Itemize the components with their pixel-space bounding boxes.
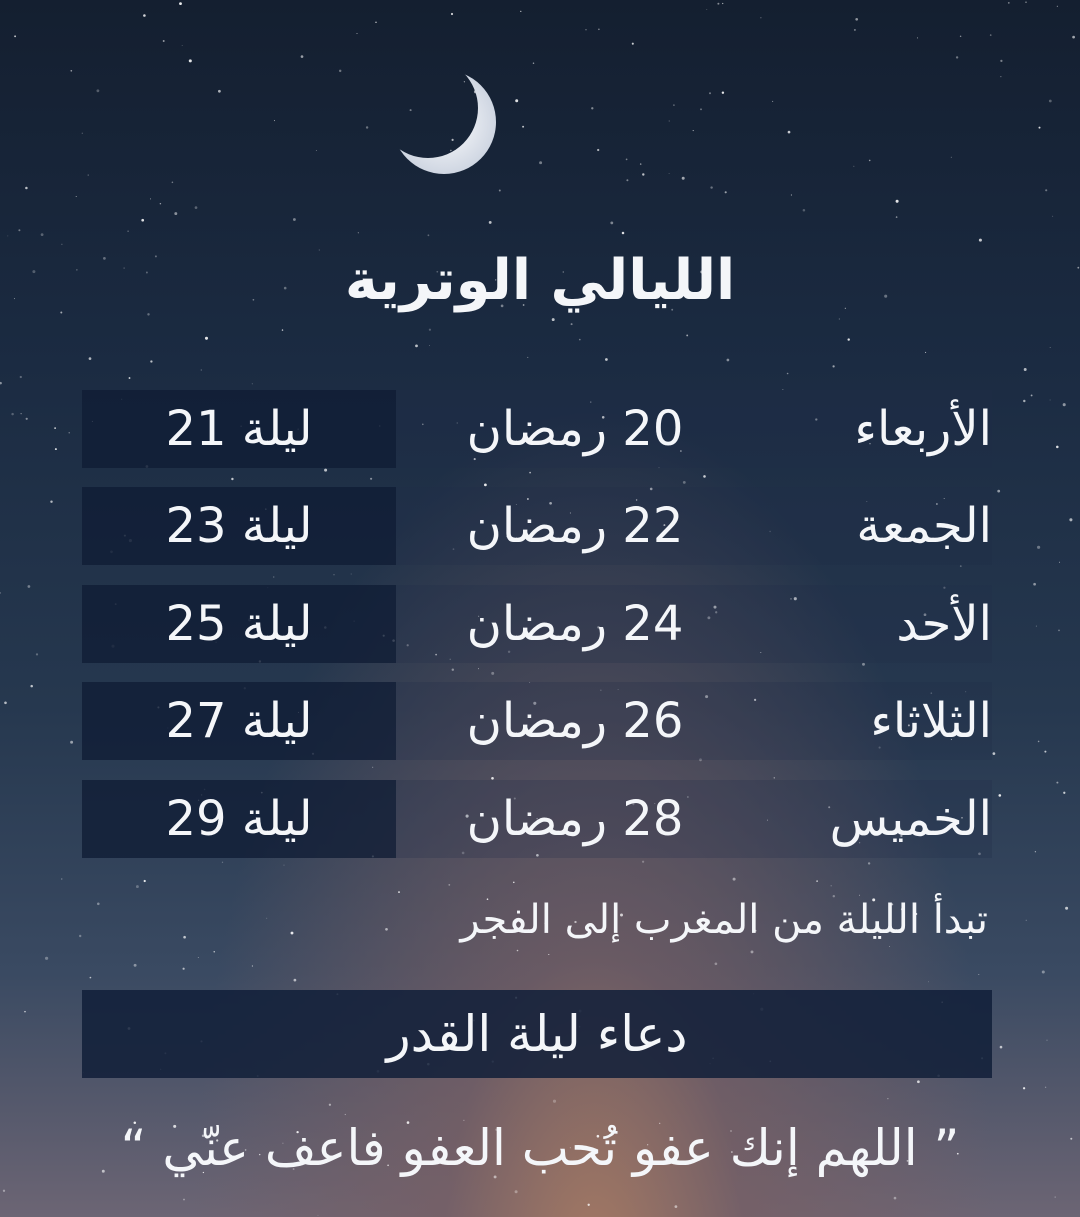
star — [358, 232, 359, 233]
star — [316, 150, 317, 151]
star — [134, 964, 137, 967]
star — [553, 1100, 556, 1103]
star — [640, 163, 641, 164]
star — [1023, 1087, 1025, 1089]
star — [700, 108, 702, 110]
star — [1042, 970, 1045, 973]
night-number: ليلة 21 — [82, 390, 396, 468]
star — [848, 338, 850, 340]
star — [218, 90, 221, 93]
star — [1008, 2, 1010, 4]
star — [96, 89, 99, 92]
star — [951, 157, 952, 158]
star — [163, 40, 165, 42]
star — [597, 149, 599, 151]
star — [429, 345, 430, 346]
star — [533, 63, 534, 64]
star — [183, 1199, 185, 1201]
star — [515, 1190, 518, 1193]
star — [529, 472, 531, 474]
star — [20, 376, 22, 378]
star — [1045, 1087, 1046, 1088]
star — [642, 861, 644, 863]
star — [832, 365, 834, 367]
star — [484, 484, 487, 487]
star — [669, 173, 670, 174]
star — [862, 663, 865, 666]
star — [339, 70, 341, 72]
star — [839, 318, 840, 319]
star — [706, 9, 707, 10]
star — [960, 36, 961, 37]
star — [415, 345, 418, 348]
star — [772, 101, 773, 102]
star — [429, 329, 431, 331]
star — [160, 203, 161, 204]
star — [351, 573, 352, 574]
star — [252, 965, 253, 966]
star — [222, 862, 223, 863]
ramadan-date: 28 رمضان — [466, 791, 684, 847]
star — [150, 198, 151, 199]
star — [978, 974, 979, 975]
star — [515, 99, 518, 102]
star — [683, 481, 686, 484]
star — [693, 130, 694, 131]
star — [682, 177, 685, 180]
night-row — [0, 682, 1080, 760]
star — [830, 885, 831, 886]
star — [887, 1098, 888, 1099]
star — [147, 313, 149, 315]
star — [451, 13, 453, 15]
star — [1026, 920, 1027, 921]
star — [88, 175, 89, 176]
star — [79, 935, 81, 937]
star — [273, 576, 274, 577]
star — [855, 18, 858, 21]
star — [1072, 36, 1075, 39]
star — [1000, 1046, 1003, 1049]
weekday: الثلاثاء — [870, 693, 992, 749]
star — [293, 218, 296, 221]
star — [894, 1197, 897, 1200]
star — [499, 190, 501, 192]
ramadan-date: 22 رمضان — [466, 498, 684, 554]
star — [1039, 127, 1041, 129]
star — [25, 187, 28, 190]
star — [928, 981, 929, 982]
night-number: ليلة 25 — [82, 585, 396, 663]
star — [1045, 189, 1047, 191]
ramadan-date: 20 رمضان — [466, 401, 684, 457]
star — [1065, 907, 1068, 910]
star — [626, 179, 628, 181]
dua-text: ” اللهم إنك عفو تُحب العفو فاعف عنّي “ — [120, 1119, 960, 1177]
crescent-moon-icon — [392, 64, 512, 184]
star — [917, 1080, 920, 1083]
star — [722, 3, 723, 4]
night-row — [0, 585, 1080, 663]
ramadan-date: 24 رمضان — [466, 596, 684, 652]
star — [725, 191, 727, 193]
star — [791, 194, 792, 195]
star — [598, 29, 600, 31]
star — [527, 357, 528, 358]
star — [90, 977, 92, 979]
star — [141, 219, 144, 222]
star — [774, 777, 775, 778]
star — [548, 954, 549, 955]
star — [642, 173, 644, 175]
star — [172, 182, 174, 184]
star — [252, 383, 253, 384]
star — [816, 880, 818, 882]
star — [710, 186, 712, 188]
night-number: ليلة 27 — [82, 682, 396, 760]
star — [960, 565, 962, 567]
star — [318, 1215, 319, 1216]
star — [3, 1190, 5, 1192]
night-row — [0, 487, 1080, 565]
star — [703, 475, 706, 478]
star — [301, 55, 304, 58]
star — [896, 216, 898, 218]
star — [1054, 1196, 1055, 1197]
star — [1052, 216, 1053, 217]
star — [127, 230, 129, 232]
star — [274, 120, 275, 121]
ramadan-date: 26 رمضان — [466, 693, 684, 749]
star — [333, 574, 334, 575]
star — [605, 358, 608, 361]
star — [571, 323, 573, 325]
star — [717, 3, 719, 5]
star — [1000, 60, 1002, 62]
star — [1050, 347, 1051, 348]
star — [478, 668, 479, 669]
star — [201, 370, 202, 371]
star — [129, 377, 131, 379]
night-row — [0, 390, 1080, 468]
star — [375, 22, 376, 23]
star — [709, 92, 711, 94]
star — [24, 1011, 26, 1013]
star — [522, 126, 524, 128]
star — [733, 878, 736, 881]
night-row — [0, 780, 1080, 858]
night-number: ليلة 29 — [82, 780, 396, 858]
star — [626, 159, 628, 161]
star — [282, 329, 283, 330]
star — [1049, 100, 1052, 103]
star — [70, 70, 72, 72]
star — [673, 104, 675, 106]
star — [579, 339, 581, 341]
star — [491, 672, 494, 675]
weekday: الأربعاء — [854, 401, 992, 457]
star — [715, 962, 718, 965]
star — [787, 373, 789, 375]
star — [803, 209, 806, 212]
star — [1000, 76, 1001, 77]
star — [979, 239, 982, 242]
weekday: الجمعة — [856, 498, 992, 554]
night-timing-note: تبدأ الليلة من المغرب إلى الفجر — [460, 897, 988, 943]
star — [284, 865, 285, 866]
star — [520, 11, 521, 12]
star — [294, 979, 297, 982]
star — [372, 767, 373, 768]
star — [179, 2, 182, 5]
star — [82, 133, 83, 134]
star — [183, 968, 185, 970]
star — [366, 126, 368, 128]
star — [195, 206, 198, 209]
star — [7, 235, 8, 236]
star — [143, 14, 146, 17]
star — [61, 244, 62, 245]
star — [669, 120, 670, 121]
star — [588, 1204, 590, 1206]
star — [14, 35, 16, 37]
star — [513, 882, 514, 883]
star — [45, 957, 48, 960]
star — [0, 382, 2, 385]
star — [189, 59, 192, 62]
star — [539, 161, 542, 164]
star — [917, 37, 918, 38]
weekday: الخميس — [829, 791, 992, 847]
star — [1047, 1040, 1048, 1041]
star — [585, 29, 586, 30]
star — [18, 229, 20, 231]
star — [41, 233, 44, 236]
star — [489, 221, 492, 224]
star — [675, 1205, 678, 1208]
star — [205, 337, 208, 340]
star — [324, 469, 327, 472]
star — [956, 56, 958, 58]
star — [357, 33, 358, 34]
star — [1070, 1138, 1072, 1140]
star — [869, 160, 871, 162]
dua-title-banner: دعاء ليلة القدر — [82, 990, 992, 1078]
star — [853, 166, 854, 167]
night-number: ليلة 23 — [82, 487, 396, 565]
star — [448, 884, 450, 886]
star — [76, 196, 77, 197]
star — [854, 29, 856, 31]
star — [1025, 1, 1027, 3]
star — [1024, 368, 1027, 371]
star — [150, 360, 152, 362]
star — [329, 1104, 331, 1106]
star — [632, 43, 634, 45]
star — [198, 957, 199, 958]
star — [174, 212, 177, 215]
star — [591, 107, 593, 109]
star — [1057, 6, 1058, 7]
star — [727, 359, 730, 362]
star — [722, 91, 724, 93]
star — [686, 334, 688, 336]
weekday: الأحد — [896, 596, 992, 652]
star — [428, 234, 430, 236]
star — [370, 478, 372, 480]
star — [622, 232, 625, 235]
star — [990, 34, 992, 36]
star — [452, 668, 454, 670]
star — [610, 221, 613, 224]
star — [552, 318, 555, 321]
star — [896, 200, 899, 203]
star — [868, 862, 870, 864]
star — [231, 478, 233, 480]
star — [760, 17, 761, 18]
star — [182, 45, 183, 46]
star — [144, 880, 146, 882]
star — [788, 131, 791, 134]
star — [61, 878, 62, 879]
star — [925, 352, 926, 353]
page-title: الليالي الوترية — [344, 248, 736, 313]
star — [89, 357, 92, 360]
